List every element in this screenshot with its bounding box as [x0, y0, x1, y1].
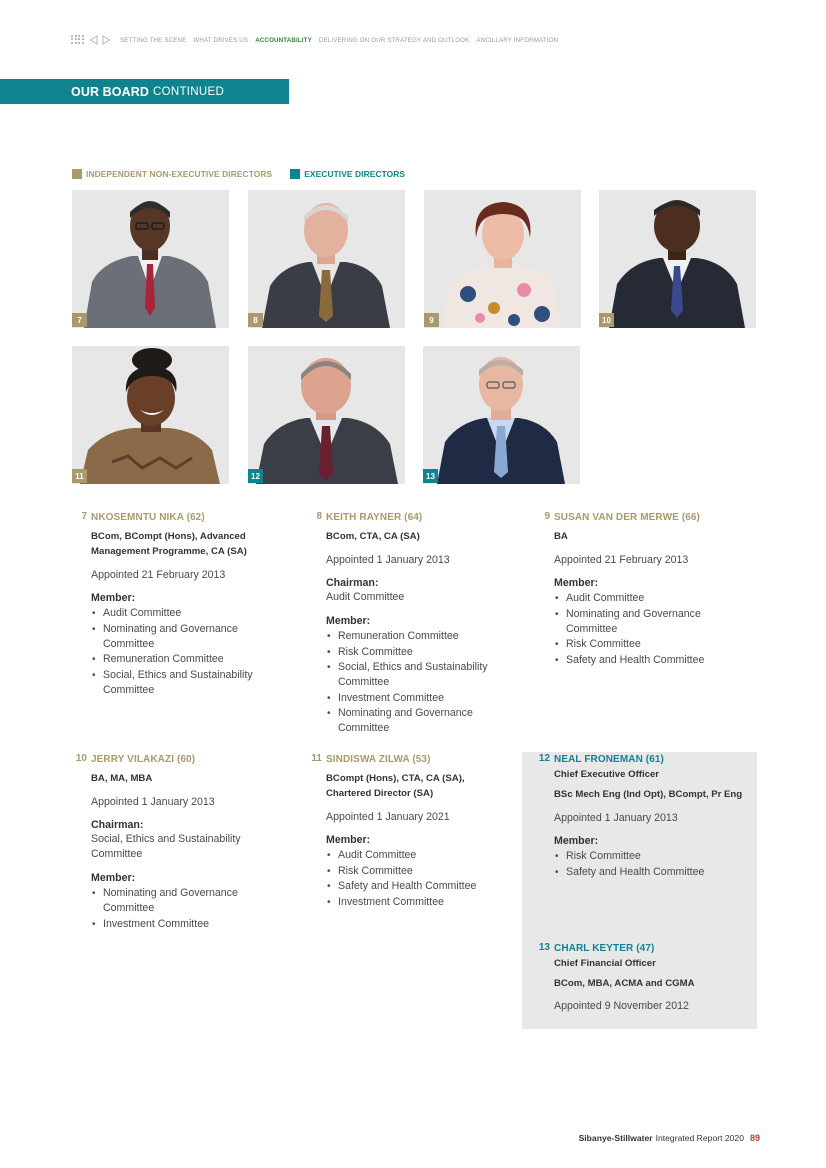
legend-label-non-executive: INDEPENDENT NON-EXECUTIVE DIRECTORS: [86, 169, 273, 179]
member-list-item: • Nominating and Governance Committee: [554, 607, 754, 637]
member-list: [326, 629, 511, 736]
director-qualifications: BCompt (Hons), CTA, CA (SA), Chartered Director (SA): [326, 773, 465, 799]
section-links: [120, 37, 565, 44]
photo-number-badge: 8: [248, 313, 263, 327]
chairman-committee: Social, Ethics and Sustainability Committee: [91, 833, 241, 860]
portrait-image: [248, 346, 405, 484]
next-page-icon[interactable]: [101, 35, 112, 46]
member-list-item: • Social, Ethics and Sustainability Committee: [326, 660, 511, 690]
photo-number-badge: 13: [423, 469, 438, 483]
chairman-heading: Chairman:: [91, 819, 144, 831]
member-heading: Member:: [91, 872, 136, 884]
top-navigation: [71, 33, 565, 47]
director-qualifications: BSc Mech Eng (Ind Opt), BCompt, Pr Eng: [554, 789, 743, 800]
director-appointed: Appointed 1 January 2013: [554, 812, 678, 824]
legend-swatch-executive: [290, 169, 300, 179]
chairman-heading: Chairman:: [326, 577, 379, 589]
legend-non-executive: [72, 169, 272, 179]
member-list-item: • Nominating and Governance Committee: [91, 886, 281, 916]
director-number: 11: [311, 753, 322, 764]
director-bio-10: [75, 753, 281, 932]
director-appointed: Appointed 9 November 2012: [554, 1000, 689, 1012]
portrait-image: [599, 190, 756, 328]
previous-page-icon[interactable]: [88, 35, 99, 46]
director-name: JERRY VILAKAZI (60): [91, 754, 196, 765]
portrait-image: [423, 346, 580, 484]
member-list: [91, 606, 281, 698]
director-legend: [72, 169, 423, 179]
director-bio-11: [311, 753, 511, 910]
grid-menu-icon[interactable]: [71, 35, 84, 46]
director-number: 12: [538, 753, 550, 764]
banner-subtitle: CONTINUED: [152, 85, 225, 98]
nav-link-accountability[interactable]: ACCOUNTABILITY: [255, 36, 312, 44]
member-heading: Member:: [91, 592, 136, 604]
director-photo-9: [424, 190, 581, 328]
photo-number-badge: 11: [72, 469, 87, 483]
director-qualifications: BCom, CTA, CA (SA): [326, 531, 420, 542]
director-bio-9: [544, 511, 754, 668]
director-photo-7: [72, 190, 229, 328]
director-name: SUSAN VAN DER MERWE (66): [554, 512, 700, 523]
director-appointed: Appointed 21 February 2013: [554, 554, 689, 566]
director-number: 9: [544, 511, 550, 522]
member-list: [554, 591, 754, 668]
member-list-item: • Nominating and Governance Committee: [91, 622, 281, 652]
director-appointed: Appointed 1 January 2013: [91, 796, 215, 808]
member-list-item: • Safety and Health Committee: [554, 653, 754, 668]
chairman-committee: Audit Committee: [326, 591, 405, 603]
legend-label-executive: EXECUTIVE DIRECTORS: [304, 169, 406, 179]
member-list-item: • Safety and Health Committee: [554, 865, 744, 880]
director-name: KEITH RAYNER (64): [326, 512, 423, 523]
member-heading: Member:: [326, 834, 371, 846]
member-list-item: • Remuneration Committee: [91, 652, 281, 667]
member-list: [326, 848, 511, 910]
director-number: 7: [81, 511, 87, 522]
page-footer: [579, 1133, 760, 1143]
director-number: 10: [75, 753, 87, 764]
member-heading: Member:: [554, 577, 599, 589]
legend-swatch-non-executive: [72, 169, 82, 179]
section-banner: [0, 79, 289, 104]
member-list-item: • Audit Committee: [554, 591, 754, 606]
director-bio-12: [538, 753, 744, 880]
member-list-item: • Risk Committee: [554, 637, 754, 652]
member-list-item: • Risk Committee: [326, 645, 511, 660]
director-bio-13: [538, 942, 744, 1013]
director-photo-10: [599, 190, 756, 328]
director-name: NEAL FRONEMAN (61): [554, 754, 664, 765]
member-list-item: • Investment Committee: [326, 895, 511, 910]
director-photo-13: [423, 346, 580, 484]
director-name: CHARL KEYTER (47): [554, 943, 655, 954]
nav-link-delivering-on-strategy[interactable]: DELIVERING ON OUR STRATEGY AND OUTLOOK: [318, 36, 470, 44]
director-photo-12: [248, 346, 405, 484]
director-qualifications: BCom, BCompt (Hons), Advanced Management Programme, CA (SA): [91, 531, 247, 557]
director-photo-8: [248, 190, 405, 328]
member-list: [554, 849, 744, 880]
director-appointed: Appointed 1 January 2013: [326, 554, 450, 566]
member-list-item: • Social, Ethics and Sustainability Committee: [91, 668, 281, 698]
director-photo-11: [72, 346, 229, 484]
member-list: [91, 886, 281, 932]
director-name: SINDISWA ZILWA (53): [326, 754, 431, 765]
member-heading: Member:: [554, 835, 599, 847]
director-number: 13: [538, 942, 550, 953]
member-list-item: • Nominating and Governance Committee: [326, 706, 511, 736]
legend-executive: [290, 169, 405, 179]
director-bio-8: [316, 511, 511, 737]
member-list-item: • Investment Committee: [326, 691, 511, 706]
footer-brand: Sibanye-Stillwater: [578, 1133, 653, 1143]
member-list-item: • Audit Committee: [91, 606, 281, 621]
page-number: 89: [749, 1133, 760, 1143]
director-role: Chief Financial Officer: [554, 958, 656, 969]
director-role: Chief Executive Officer: [554, 769, 660, 780]
director-qualifications: BA: [554, 531, 568, 542]
director-appointed: Appointed 1 January 2021: [326, 811, 450, 823]
banner-title: OUR BOARD: [71, 84, 149, 99]
member-list-item: • Investment Committee: [91, 917, 281, 932]
director-number: 8: [316, 511, 322, 522]
portrait-image: [248, 190, 405, 328]
director-qualifications: BCom, MBA, ACMA and CGMA: [554, 978, 695, 989]
director-name: NKOSEMNTU NIKA (62): [91, 512, 205, 523]
photo-number-badge: 7: [72, 313, 87, 327]
photo-number-badge: 10: [599, 313, 614, 327]
member-list-item: • Safety and Health Committee: [326, 879, 511, 894]
photo-number-badge: 9: [424, 313, 439, 327]
portrait-image: [72, 190, 229, 328]
member-list-item: • Risk Committee: [326, 864, 511, 879]
nav-link-what-drives-us[interactable]: WHAT DRIVES US: [193, 36, 249, 44]
portrait-image: [72, 346, 229, 484]
member-heading: Member:: [326, 615, 371, 627]
photo-number-badge: 12: [248, 469, 263, 483]
member-list-item: • Audit Committee: [326, 848, 511, 863]
member-list-item: • Risk Committee: [554, 849, 744, 864]
director-qualifications: BA, MA, MBA: [91, 773, 153, 784]
portrait-image: [424, 190, 581, 328]
nav-link-ancillary-information[interactable]: ANCILLARY INFORMATION: [476, 36, 559, 44]
director-appointed: Appointed 21 February 2013: [91, 569, 226, 581]
footer-report-title: Integrated Report 2020: [655, 1133, 744, 1143]
member-list-item: • Remuneration Committee: [326, 629, 511, 644]
director-bio-7: [81, 511, 281, 698]
nav-link-setting-the-scene[interactable]: SETTING THE SCENE: [120, 36, 187, 44]
